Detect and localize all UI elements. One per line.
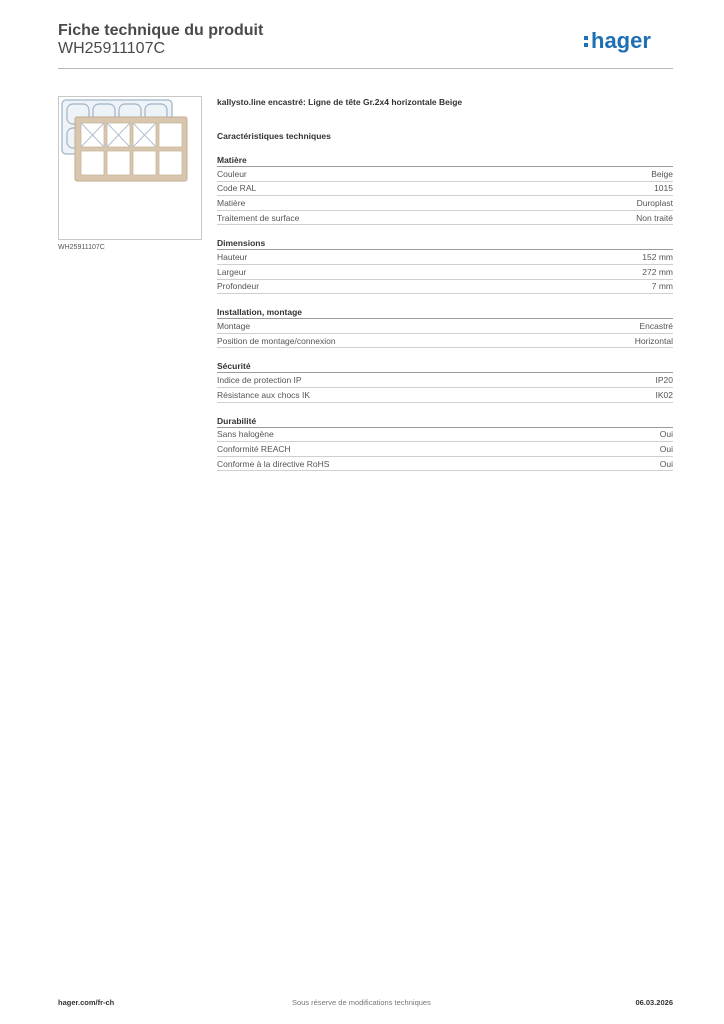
spec-value: IK02 (655, 389, 673, 400)
section-title: Caractéristiques techniques (217, 131, 331, 141)
group-title: Durabilité (217, 415, 673, 428)
spec-value: Oui (659, 458, 673, 469)
spec-row (217, 373, 673, 388)
hager-logo-text: hager (591, 28, 651, 53)
footer-website-link[interactable]: hager.com/fr-ch (58, 998, 115, 1007)
spec-value: Encastré (639, 320, 673, 331)
spec-value: Beige (651, 168, 673, 179)
document-title: Fiche technique du produit (58, 22, 264, 39)
spec-label: Hauteur (217, 252, 248, 263)
group-title: Sécurité (217, 360, 673, 373)
spec-label: Indice de protection IP (217, 375, 302, 386)
spec-row (217, 428, 673, 443)
header-divider (58, 68, 673, 69)
spec-label: Conforme à la directive RoHS (217, 458, 330, 469)
spec-group-dimensions (217, 237, 673, 294)
page-footer (58, 996, 673, 1010)
spec-row (217, 182, 673, 197)
spec-value: Duroplast (636, 197, 673, 208)
spec-value: 1015 (654, 183, 673, 194)
spec-label: Code RAL (217, 183, 257, 194)
spec-label: Position de montage/connexion (217, 335, 336, 346)
spec-row (217, 319, 673, 334)
spec-value: Oui (659, 429, 673, 440)
document-reference: WH25911107C (58, 40, 166, 57)
group-title: Matière (217, 154, 673, 167)
spec-row (217, 265, 673, 280)
spec-row (217, 442, 673, 457)
spec-row (217, 196, 673, 211)
spec-group-installation (217, 306, 673, 348)
spec-row (217, 211, 673, 226)
spec-row (217, 457, 673, 472)
footer-date: 06.03.2026 (635, 998, 673, 1007)
spec-label: Traitement de surface (217, 212, 300, 223)
spec-value: 152 mm (642, 252, 673, 263)
spec-label: Conformité REACH (217, 443, 291, 454)
page-header (58, 20, 673, 68)
spec-label: Profondeur (217, 281, 260, 292)
spec-label: Couleur (217, 168, 247, 179)
spec-label: Matière (217, 197, 246, 208)
spec-value: 272 mm (642, 266, 673, 277)
spec-value: Non traité (636, 212, 673, 223)
product-image (58, 96, 202, 240)
spec-group-durability (217, 415, 673, 472)
product-frame-image (59, 97, 201, 239)
spec-row (217, 388, 673, 403)
image-caption: WH25911107C (58, 244, 105, 251)
spec-group-safety (217, 360, 673, 402)
hager-logo (583, 27, 673, 57)
spec-row (217, 334, 673, 349)
spec-value: IP20 (655, 375, 673, 386)
footer-disclaimer: Sous réserve de modifications techniques (292, 998, 431, 1007)
spec-value: Oui (659, 443, 673, 454)
spec-row (217, 167, 673, 182)
spec-group-material (217, 154, 673, 225)
product-specifications (217, 96, 673, 471)
spec-row (217, 250, 673, 265)
spec-label: Largeur (217, 266, 247, 277)
spec-row (217, 280, 673, 295)
group-title: Installation, montage (217, 306, 673, 319)
group-title: Dimensions (217, 237, 673, 250)
spec-value: 7 mm (651, 281, 673, 292)
spec-label: Résistance aux chocs IK (217, 389, 311, 400)
spec-label: Sans halogène (217, 429, 274, 440)
product-name: kallysto.line encastré: Ligne de tête Gr.2x4 horizontale Beige (217, 97, 463, 107)
spec-value: Horizontal (634, 335, 673, 346)
spec-label: Montage (217, 320, 251, 331)
